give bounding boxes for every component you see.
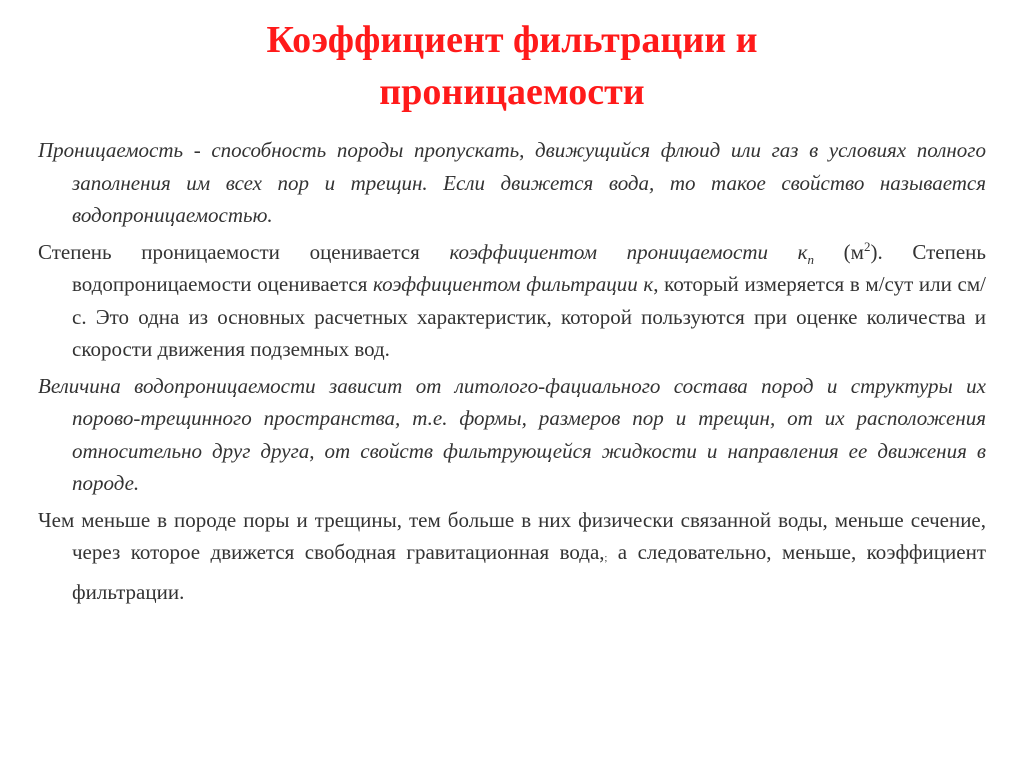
paragraph-text: Проницаемость - способность породы пропускать, движущийся флюид или газ в условиях полного заполнения им всех пор и трещин. Если движется вода, то такое свойство называется водопроницаемостью. (38, 138, 986, 227)
title-line-2: проницаемости (379, 71, 645, 113)
paragraph-permeability-factors (38, 370, 986, 500)
paragraph-pore-size-effect (38, 504, 986, 609)
stray-mark: ; (604, 553, 608, 564)
title-line-1: Коэффициент фильтрации и (266, 19, 758, 61)
paragraph-permeability-degree (38, 236, 986, 366)
text-run: Степень проницаемости оценивается (38, 239, 450, 264)
slide-title (0, 14, 1024, 118)
text-run: ). Степень водопроницаемости оценивается (72, 239, 986, 296)
superscript-2: 2 (863, 238, 871, 254)
text-run: (м (814, 239, 864, 264)
text-run: , который измеряется в м/сут или см/с. Это одна из основных расчетных характеристик, которой пользуются при оценке количества и скорости движения подземных вод. (72, 272, 986, 361)
paragraph-text: Величина водопроницаемости зависит от литолого-фациального состава пород и структуры их порово-трещинного пространства, т.е. формы, размеров пор и трещин, от их расположения относительно друг друга, от свойств фильтрующейся жидкости и направления ее движения в породе. (38, 373, 986, 495)
text-run: Чем меньше в породе поры и трещины, тем больше в них физически связанной воды, меньше сечение, через которое движется свободная гравитационная вода, (38, 507, 986, 564)
paragraph-permeability-definition (38, 134, 986, 232)
term-filtration-coefficient: коэффициентом фильтрации к (373, 272, 654, 296)
term-permeability-coefficient: коэффициентом проницаемости к (449, 239, 808, 264)
text-run: а следовательно, меньше, коэффициент фильтрации. (72, 540, 986, 604)
slide-body (38, 134, 986, 612)
subscript-p: п (807, 251, 815, 267)
